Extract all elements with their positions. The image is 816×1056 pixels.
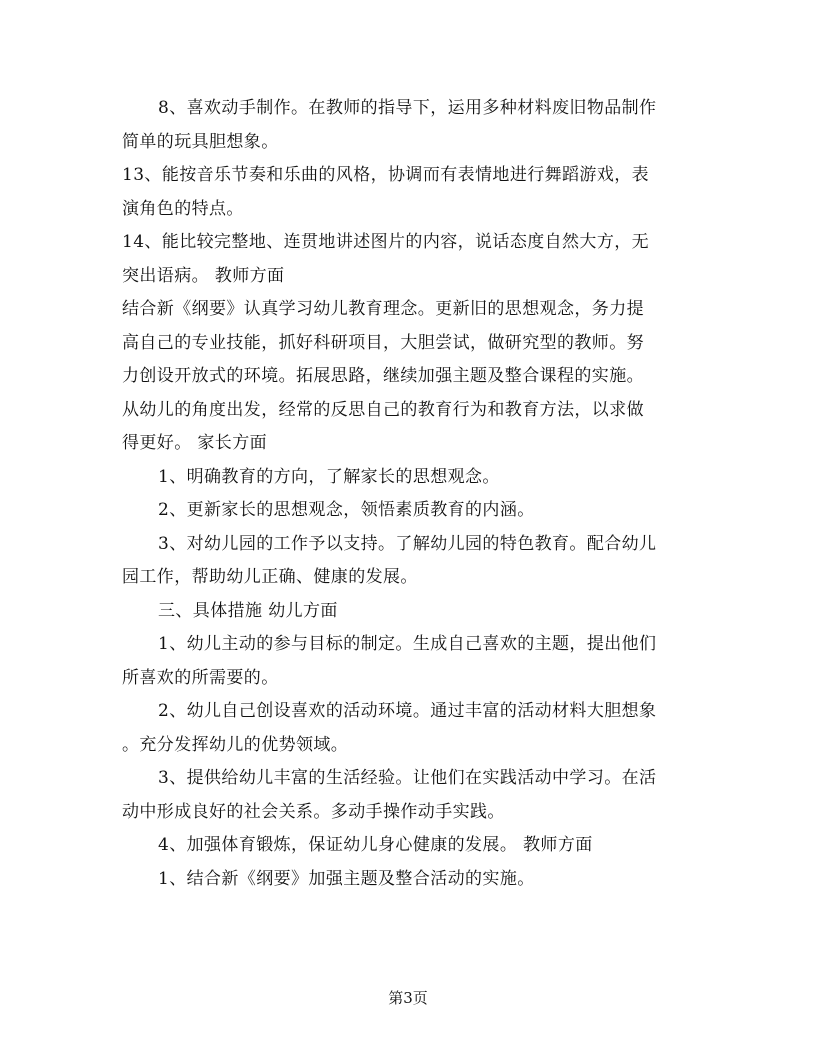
text-line: 力创设开放式的环境。拓展思路，继续加强主题及整合课程的实施。 xyxy=(122,366,644,386)
text-line: 。充分发挥幼儿的优势领域。 xyxy=(122,734,349,755)
page-number: 第3页 xyxy=(388,989,428,1007)
text-line: 所喜欢的所需要的。 xyxy=(122,667,279,688)
text-line: 13、能按音乐节奏和乐曲的风格，协调而有表情地进行舞蹈游戏，表 xyxy=(122,165,650,185)
text-line: 园工作，帮助幼儿正确、健康的发展。 xyxy=(122,567,418,587)
text-line: 得更好。 家长方面 xyxy=(122,433,268,453)
text-line: 4、加强体育锻炼，保证幼儿身心健康的发展。 教师方面 xyxy=(158,835,593,855)
text-line: 3、提供给幼儿丰富的生活经验。让他们在实践活动中学习。在活 xyxy=(158,768,657,788)
text-line: 1、明确教育的方向，了解家长的思想观念。 xyxy=(158,466,500,487)
text-line: 1、结合新《纲要》加强主题及整合活动的实施。 xyxy=(158,868,535,889)
text-line: 动中形成良好的社会关系。多动手操作动手实践。 xyxy=(122,801,505,822)
text-line: 2、幼儿自己创设喜欢的活动环境。通过丰富的活动材料大胆想象 xyxy=(158,701,657,721)
text-line: 1、幼儿主动的参与目标的制定。生成自己喜欢的主题，提出他们 xyxy=(158,634,657,654)
text-line: 简单的玩具胆想象。 xyxy=(122,131,279,152)
text-line: 3、对幼儿园的工作予以支持。了解幼儿园的特色教育。配合幼儿 xyxy=(158,533,657,554)
text-line: 结合新《纲要》认真学习幼儿教育理念。更新旧的思想观念，务力提 xyxy=(122,299,644,319)
text-line: 突出语病。 教师方面 xyxy=(122,265,285,286)
body-text xyxy=(122,92,700,896)
text-line: 8、喜欢动手制作。在教师的指导下，运用多种材料废旧物品制作 xyxy=(158,98,657,118)
text-line: 2、更新家长的思想观念，领悟素质教育的内涵。 xyxy=(158,500,535,520)
text-line: 从幼儿的角度出发，经常的反思自己的教育行为和教育方法，以求做 xyxy=(122,399,644,420)
text-line: 高自己的专业技能，抓好科研项目，大胆尝试，做研究型的教师。努 xyxy=(122,332,644,353)
text-line: 14、能比较完整地、连贯地讲述图片的内容，说话态度自然大方，无 xyxy=(122,232,650,252)
section-heading: 三、具体措施 幼儿方面 xyxy=(158,600,338,621)
text-line: 演角色的特点。 xyxy=(122,198,244,219)
